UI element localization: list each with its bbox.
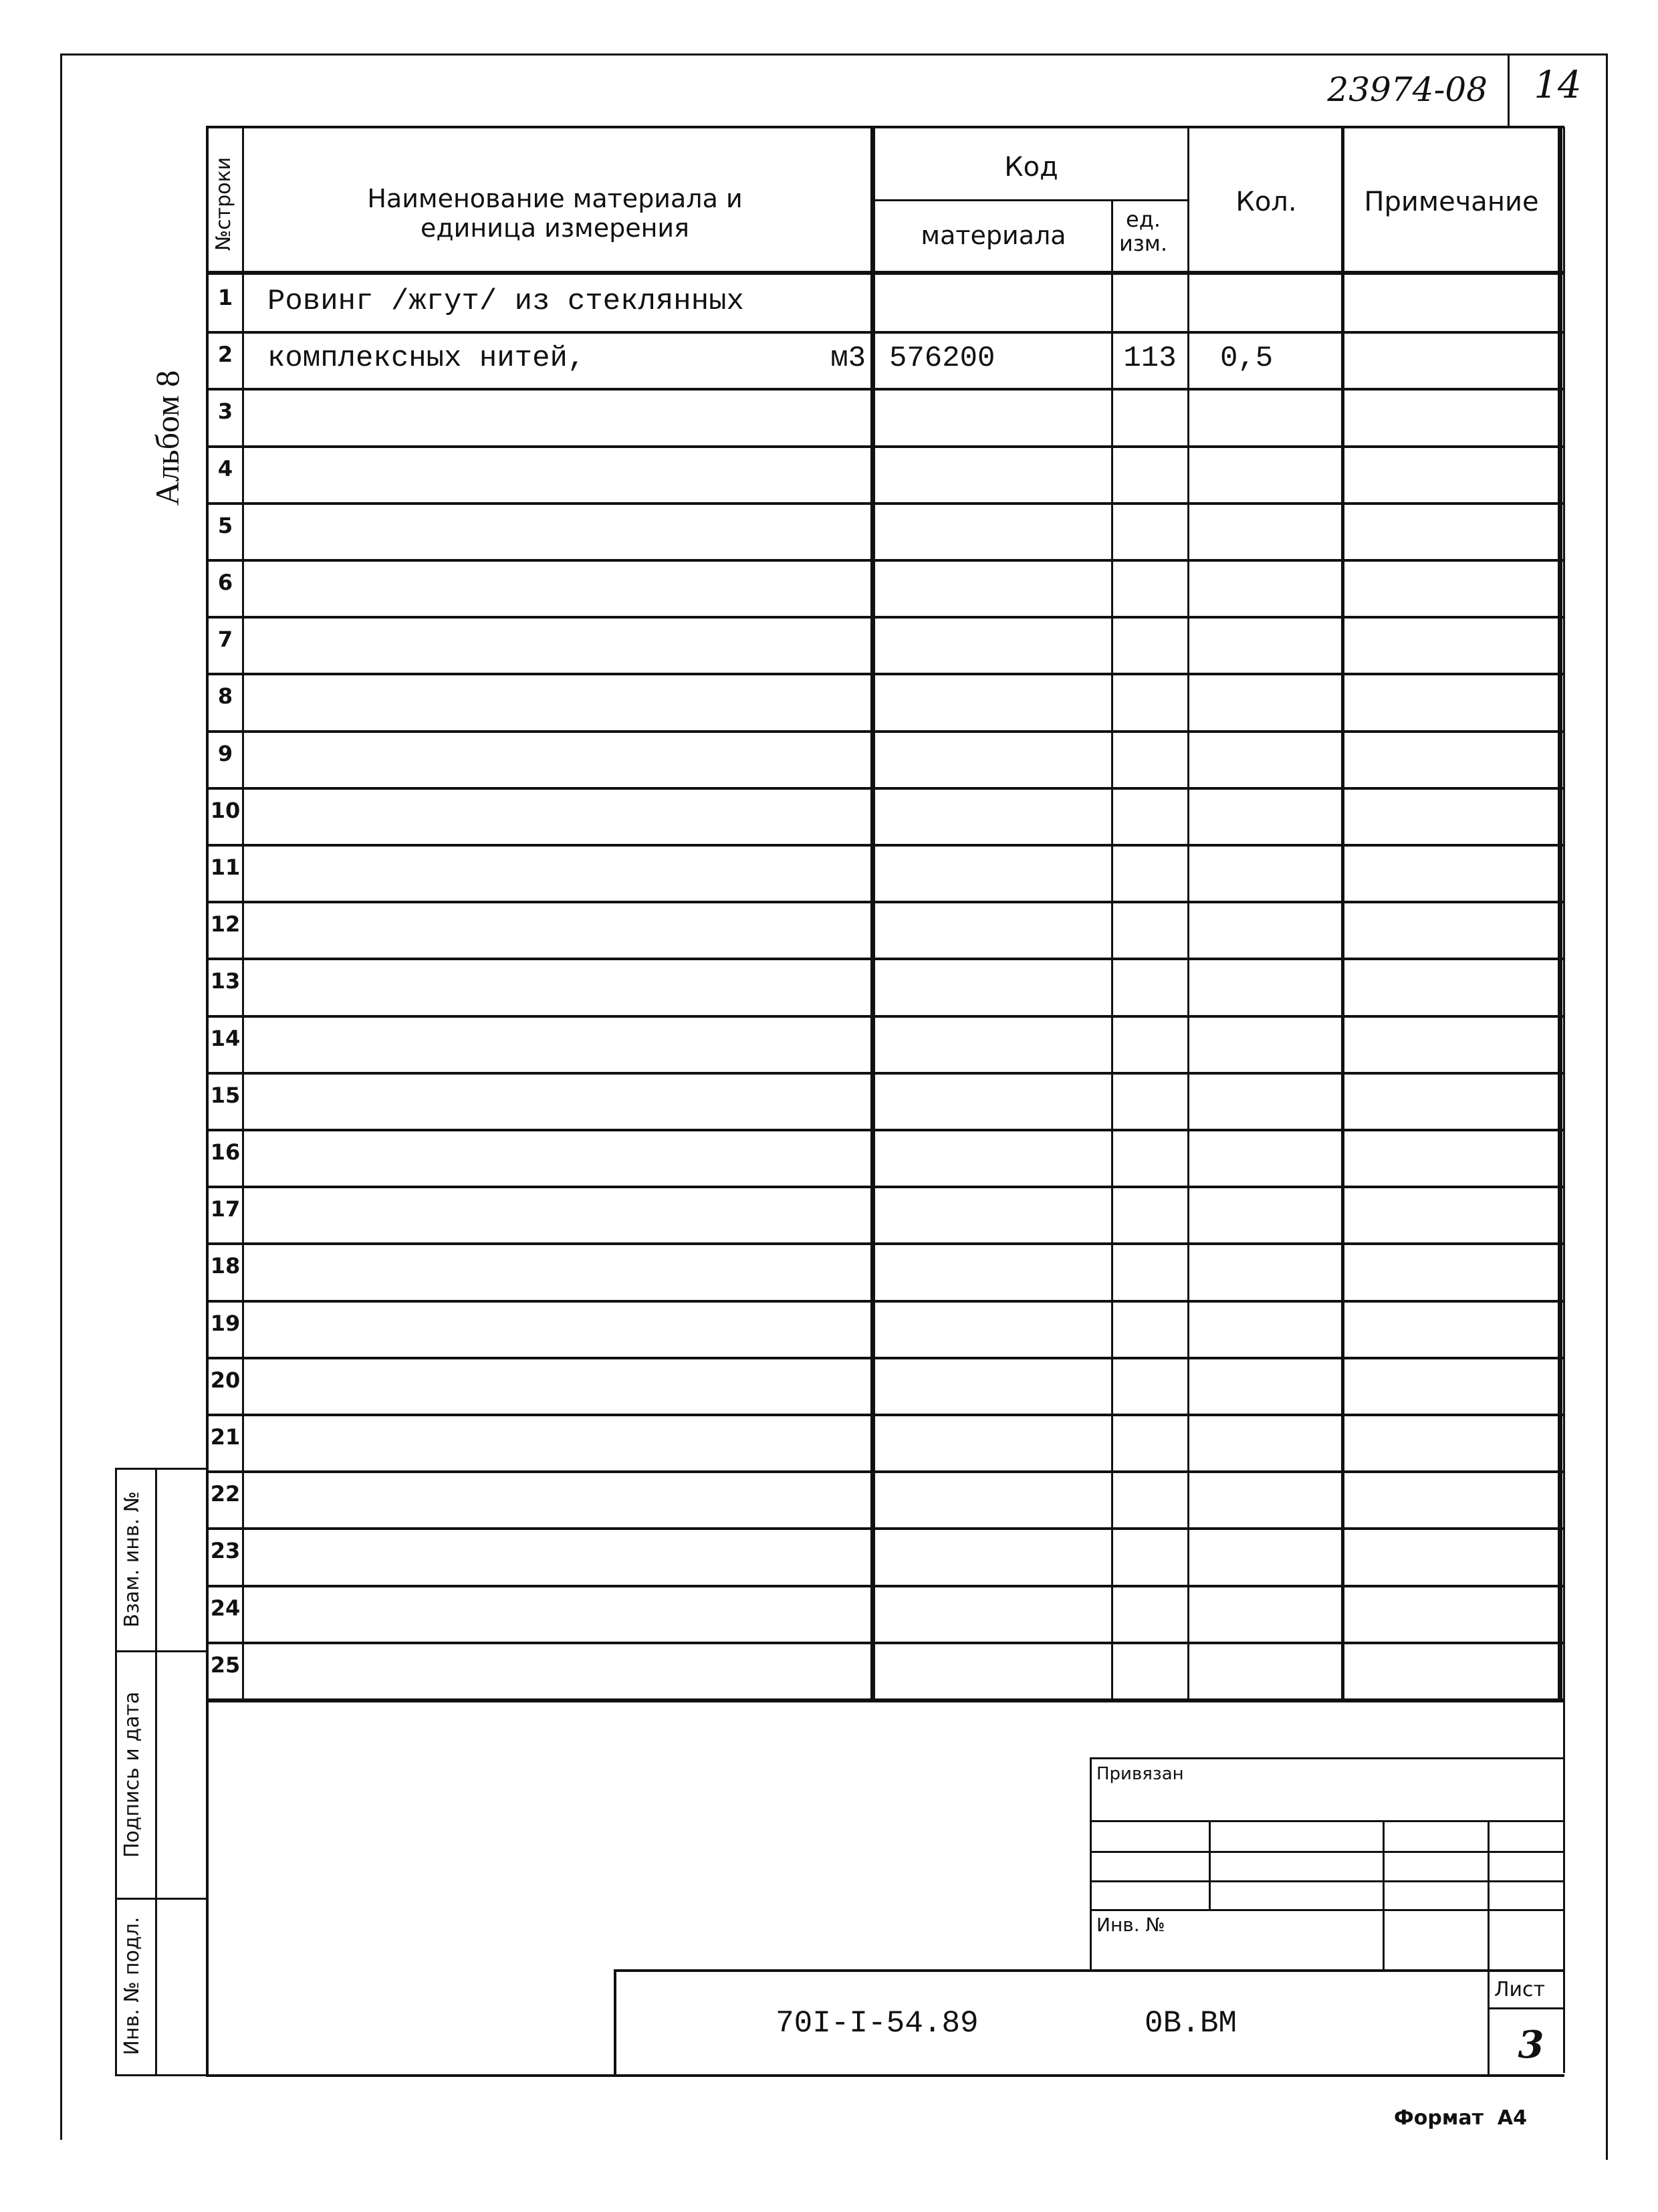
row-number: 10 bbox=[210, 798, 241, 823]
row-number: 1 bbox=[217, 285, 233, 310]
page-top-border bbox=[60, 53, 1608, 56]
row-number: 25 bbox=[210, 1652, 241, 1678]
table-no-col-line bbox=[242, 127, 244, 1698]
row-number: 18 bbox=[210, 1253, 241, 1279]
stamp-inv-podl: Инв. № подл. bbox=[120, 1916, 144, 2056]
table-row-line bbox=[206, 1527, 1564, 1530]
page-number-handwritten: 14 bbox=[1534, 64, 1582, 107]
stamp-podpis-data: Подпись и дата bbox=[120, 1691, 144, 1858]
tb-priv-row-2 bbox=[1090, 1851, 1564, 1853]
tb-doc-mark: 0В.ВМ bbox=[1145, 2006, 1237, 2041]
tb-bottom bbox=[206, 2074, 1564, 2077]
table-right-line bbox=[1558, 127, 1562, 1702]
tb-priv-row-4 bbox=[1090, 1909, 1564, 1911]
table-row-line bbox=[206, 331, 1564, 334]
table-row-line bbox=[206, 1585, 1564, 1587]
tb-priv-col-2 bbox=[1383, 1820, 1385, 1971]
row-number: 20 bbox=[210, 1367, 241, 1393]
row-number: 14 bbox=[210, 1026, 241, 1051]
tb-privyazan-label: Привязан bbox=[1096, 1764, 1184, 1784]
tb-priv-top bbox=[1090, 1757, 1564, 1759]
tb-main-top bbox=[614, 1969, 1564, 1972]
row-number: 15 bbox=[210, 1083, 241, 1108]
stamp-div-2 bbox=[115, 1898, 209, 1900]
row-number: 17 bbox=[210, 1196, 241, 1222]
row-number: 16 bbox=[210, 1139, 241, 1165]
row-number: 5 bbox=[217, 513, 233, 538]
tb-priv-col-3 bbox=[1488, 1820, 1490, 1971]
row-number: 2 bbox=[217, 342, 233, 367]
row-number: 24 bbox=[210, 1595, 241, 1621]
row-number: 8 bbox=[217, 683, 233, 709]
table-row-line bbox=[206, 1072, 1564, 1075]
tb-sheet-number: 3 bbox=[1518, 2023, 1544, 2067]
header-row-no: №строки bbox=[212, 156, 235, 251]
tb-doc-number: 70I-I-54.89 bbox=[776, 2006, 979, 2041]
row-unit: м3 bbox=[830, 342, 866, 375]
table-row-line bbox=[206, 673, 1564, 675]
page-right-border bbox=[1606, 53, 1608, 2160]
table-row-line bbox=[206, 787, 1564, 790]
page-number-box-left bbox=[1508, 53, 1510, 127]
header-code-material: материала bbox=[921, 221, 1066, 250]
row-number: 6 bbox=[217, 570, 233, 595]
tb-sheet-mid bbox=[1488, 2007, 1564, 2009]
tb-sheet-label: Лист bbox=[1494, 1978, 1546, 2001]
stamp-div-1 bbox=[115, 1650, 209, 1652]
row-number: 19 bbox=[210, 1311, 241, 1336]
table-bottom-line bbox=[206, 1698, 1564, 1702]
row-number: 22 bbox=[210, 1481, 241, 1507]
row-name: Ровинг /жгут/ из стеклянных bbox=[267, 285, 744, 318]
table-row-line bbox=[206, 1129, 1564, 1131]
table-name-col-line bbox=[870, 127, 875, 1702]
header-qty: Кол. bbox=[1235, 187, 1297, 217]
table-row-line bbox=[206, 901, 1564, 903]
header-code-subline bbox=[872, 199, 1189, 201]
header-code: Код bbox=[1004, 152, 1058, 183]
table-row-line bbox=[206, 1015, 1564, 1018]
table-row-line bbox=[206, 388, 1564, 391]
format-label: Формат А4 bbox=[1394, 2106, 1527, 2130]
header-bottom-line bbox=[206, 271, 1564, 275]
row-unit-code: 113 bbox=[1123, 342, 1177, 375]
table-row-line bbox=[206, 502, 1564, 505]
stamp-vzam-inv: Взам. инв. № bbox=[120, 1491, 144, 1628]
table-unit-col-line bbox=[1187, 127, 1189, 1702]
tb-inv-no-label: Инв. № bbox=[1096, 1914, 1165, 1936]
table-top-line bbox=[206, 126, 1564, 128]
row-number: 11 bbox=[210, 855, 241, 880]
tb-priv-row-1 bbox=[1090, 1820, 1564, 1822]
row-qty: 0,5 bbox=[1220, 342, 1274, 375]
tb-sheet-left bbox=[1488, 1969, 1490, 2076]
row-number: 4 bbox=[217, 456, 233, 481]
table-qty-col-line bbox=[1341, 127, 1344, 1702]
tb-priv-row-3 bbox=[1090, 1880, 1564, 1882]
table-far-right-line bbox=[1563, 127, 1565, 2073]
header-name: Наименование материала и единица измерения bbox=[367, 184, 743, 243]
table-row-line bbox=[206, 559, 1564, 562]
stamp-inner-line bbox=[155, 1468, 157, 2076]
page-left-border bbox=[60, 53, 62, 2140]
header-code-unit: ед. изм. bbox=[1118, 207, 1168, 256]
header-note: Примечание bbox=[1364, 187, 1539, 217]
tb-priv-col-1 bbox=[1209, 1820, 1211, 1909]
table-row-line bbox=[206, 958, 1564, 960]
doc-code-handwritten: 23974-08 bbox=[1327, 70, 1488, 109]
row-number: 7 bbox=[217, 627, 233, 652]
table-row-line bbox=[206, 1414, 1564, 1416]
table-row-line bbox=[206, 1300, 1564, 1303]
table-row-line bbox=[206, 1357, 1564, 1359]
row-number: 3 bbox=[217, 399, 233, 424]
table-row-line bbox=[206, 730, 1564, 733]
row-number: 12 bbox=[210, 911, 241, 937]
tb-priv-left bbox=[1090, 1757, 1092, 1971]
row-number: 9 bbox=[217, 741, 233, 766]
album-label: Альбом 8 bbox=[148, 370, 186, 506]
table-row-line bbox=[206, 1642, 1564, 1644]
table-material-col-line bbox=[1111, 201, 1113, 1702]
table-row-line bbox=[206, 616, 1564, 619]
table-row-line bbox=[206, 844, 1564, 847]
row-material: 576200 bbox=[889, 342, 995, 375]
stamp-bottom bbox=[115, 2074, 209, 2076]
table-row-line bbox=[206, 445, 1564, 448]
table-row-line bbox=[206, 1186, 1564, 1188]
tb-main-left bbox=[614, 1969, 616, 2076]
row-number: 23 bbox=[210, 1538, 241, 1563]
table-row-line bbox=[206, 1470, 1564, 1473]
stamp-outer-left bbox=[115, 1468, 117, 2076]
row-number: 21 bbox=[210, 1424, 241, 1450]
row-number: 13 bbox=[210, 968, 241, 994]
table-row-line bbox=[206, 1242, 1564, 1245]
row-name: комплексных нитей, bbox=[267, 342, 586, 375]
